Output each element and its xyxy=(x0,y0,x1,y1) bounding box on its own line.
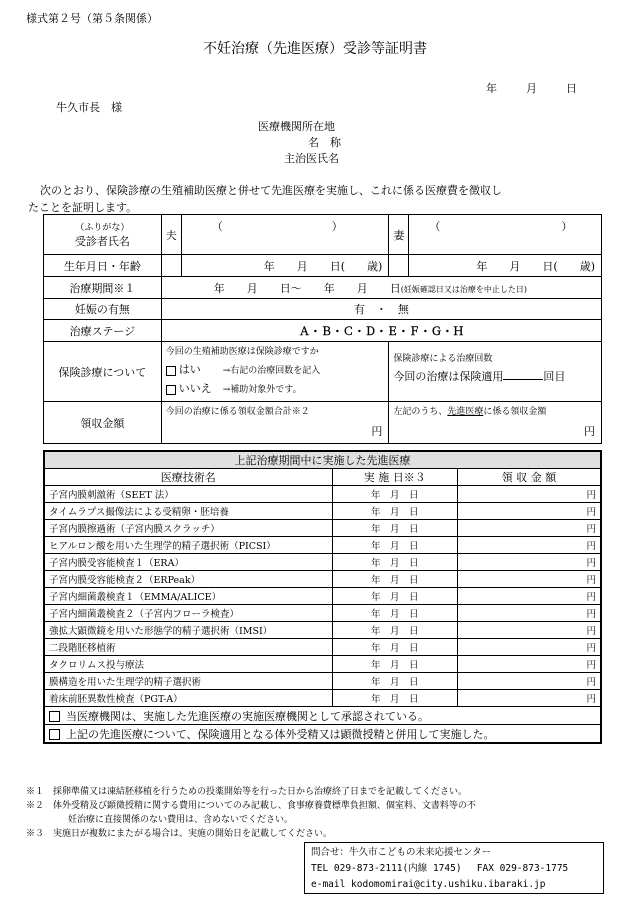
technique-name: 子宮内細菌叢検査２（子宮内フローラ検査） xyxy=(44,605,332,622)
table-row xyxy=(44,503,601,520)
note-2-cont: 妊治療に直接関係のない費用は、含めないでください。 xyxy=(68,815,294,825)
period-field[interactable] xyxy=(161,277,601,299)
date-field[interactable]: 年 月 日 xyxy=(332,639,457,656)
no-note: →補助対象外です。 xyxy=(222,385,302,395)
date-field[interactable]: 年 月 日 xyxy=(332,605,457,622)
husband-name-field[interactable] xyxy=(181,215,389,255)
amount-field[interactable]: 円 xyxy=(457,622,601,639)
count-suffix: 回目 xyxy=(543,370,566,383)
contact-box xyxy=(304,842,604,894)
technique-name: 子宮内膜刺激術（SEET 法） xyxy=(44,486,332,503)
husband-label: 夫 xyxy=(161,215,181,255)
count-prefix: 今回の治療は保険適用 xyxy=(393,370,504,383)
table-row xyxy=(44,537,601,554)
yes-label: はい xyxy=(178,363,201,376)
date-field[interactable]: 年 月 日 xyxy=(332,537,457,554)
insurance-question: 今回の生殖補助医療は保険診療ですか xyxy=(165,347,319,357)
insurance-question-cell xyxy=(161,342,389,402)
amount-field[interactable]: 円 xyxy=(457,537,601,554)
note-3-mark: ※３ xyxy=(26,829,45,839)
amount-field[interactable]: 円 xyxy=(457,571,601,588)
amount-field[interactable]: 円 xyxy=(457,554,601,571)
facility-address-label: 医療機関所在地 xyxy=(258,120,335,133)
period-note: (妊娠確認日又は治療を中止した日) xyxy=(400,284,528,294)
receipt-label: 領収金額 xyxy=(44,402,162,444)
page-title: 不妊治療（先進医療）受診等証明書 xyxy=(203,41,427,57)
advanced-caption: 上記治療期間中に実施した先進医療 xyxy=(44,451,601,469)
patient-name-label-cell xyxy=(44,215,162,255)
count-row xyxy=(393,368,597,386)
amount-field[interactable]: 円 xyxy=(457,639,601,656)
note-2 xyxy=(26,799,476,813)
technique-name: タクロリムス投与療法 xyxy=(44,656,332,673)
receipt-adv-pre: 左記のうち、 xyxy=(393,407,448,417)
note-1-mark: ※１ xyxy=(26,787,45,797)
yes-note: →右記の治療回数を記入 xyxy=(222,366,321,376)
table-row xyxy=(44,486,601,503)
technique-name: 膜構造を用いた生理学的精子選択術 xyxy=(44,673,332,690)
amount-field[interactable]: 円 xyxy=(457,605,601,622)
amount-field[interactable]: 円 xyxy=(457,520,601,537)
no-checkbox[interactable] xyxy=(166,385,176,395)
insurance-count-cell xyxy=(389,342,602,402)
insurance-label: 保険診療について xyxy=(44,342,162,402)
receipt-total-label: 今回の治療に係る領収金額合計※２ xyxy=(165,407,310,417)
combination-checkbox[interactable] xyxy=(49,729,60,740)
pregnancy-label: 妊娠の有無 xyxy=(44,299,162,320)
technique-name: 子宮内膜擦過術（子宮内膜スクラッチ） xyxy=(44,520,332,537)
note-3-text: 実施日が複数にまたがる場合は、実施の開始日を記載してください。 xyxy=(53,829,333,839)
table-row xyxy=(44,656,601,673)
date-field[interactable]: 年 月 日 xyxy=(332,571,457,588)
date-field[interactable]: 年 月 日 xyxy=(332,554,457,571)
technique-name: 子宮内細菌叢検査１（EMMA/ALICE） xyxy=(44,588,332,605)
husband-paren-open: （ xyxy=(211,220,223,233)
count-label: 保険診療による治療回数 xyxy=(393,354,493,364)
check-2-text: 上記の先進医療について、保険適用となる体外受精又は顕微授精と併用して実施した。 xyxy=(66,727,495,741)
stage-field[interactable]: Ａ・Ｂ・Ｃ・Ｄ・Ｅ・Ｆ・Ｇ・Ｈ xyxy=(161,320,601,342)
date-field[interactable]: 年 月 日 xyxy=(332,656,457,673)
col-date-header: 実 施 日※３ xyxy=(332,469,457,486)
intro-line-2: たことを証明します。 xyxy=(28,201,138,214)
advanced-rows xyxy=(44,486,601,707)
table-row xyxy=(44,639,601,656)
receipt-adv-post: に係る領収金額 xyxy=(483,407,547,417)
table-row xyxy=(44,690,601,707)
wife-label: 妻 xyxy=(389,215,409,255)
pregnancy-field[interactable]: 有 ・ 無 xyxy=(161,299,601,320)
technique-name: タイムラプス撮像法による受精卵・胚培養 xyxy=(44,503,332,520)
amount-field[interactable]: 円 xyxy=(457,486,601,503)
table-row xyxy=(44,554,601,571)
receipt-advanced-yen: 円 xyxy=(584,425,595,438)
yes-checkbox[interactable] xyxy=(166,366,176,376)
date-field[interactable]: 年 月 日 xyxy=(332,673,457,690)
technique-name: 二段階胚移植術 xyxy=(44,639,332,656)
date-field[interactable]: 年 月 日 xyxy=(332,486,457,503)
insurance-no-row xyxy=(166,380,385,399)
wife-paren-open: （ xyxy=(429,220,441,233)
table-row xyxy=(44,622,601,639)
date-field[interactable]: 年 月 日 xyxy=(332,690,457,707)
technique-name: 強拡大顕微鏡を用いた形態学的精子選択術（IMSI） xyxy=(44,622,332,639)
advanced-medical-table xyxy=(43,450,602,744)
husband-birth-field[interactable]: 年 月 日( 歳) xyxy=(181,255,389,277)
amount-field[interactable]: 円 xyxy=(457,656,601,673)
approval-checkbox[interactable] xyxy=(49,711,60,722)
stage-label: 治療ステージ xyxy=(44,320,162,342)
amount-field[interactable]: 円 xyxy=(457,673,601,690)
contact-email[interactable]: e-mail kodomomirai@city.ushiku.ibaraki.jp xyxy=(311,879,546,890)
husband-spacer xyxy=(161,255,181,277)
patient-info-table xyxy=(43,214,602,444)
col-amount-header: 領 収 金 額 xyxy=(457,469,601,486)
table-row xyxy=(44,520,601,537)
notes xyxy=(26,785,476,841)
amount-field[interactable]: 円 xyxy=(457,503,601,520)
date-month: 月 xyxy=(526,82,537,95)
wife-name-field[interactable] xyxy=(409,215,602,255)
amount-field[interactable]: 円 xyxy=(457,690,601,707)
table-row xyxy=(44,571,601,588)
check-row-1 xyxy=(44,707,601,725)
check-1-text: 当医療機関は、実施した先進医療の実施医療機関として承認されている。 xyxy=(66,709,429,723)
table-row xyxy=(44,673,601,690)
no-label: いいえ xyxy=(178,382,212,395)
table-row xyxy=(44,588,601,605)
count-field[interactable] xyxy=(503,369,543,380)
intro-line-1: 次のとおり、保険診療の生殖補助医療と併せて先進医療を実施し、これに係る医療費を徴収し xyxy=(40,184,502,197)
receipt-total-cell[interactable] xyxy=(161,402,389,444)
date-day: 日 xyxy=(566,82,577,95)
wife-spacer xyxy=(389,255,409,277)
note-2-text-a: 体外受精及び顕微授精に関する費用についてのみ記載し、食事療養費標準負担額、個室料、文書料等の不 xyxy=(53,801,476,811)
husband-paren-close: ） xyxy=(331,220,343,233)
period-value: 年 月 日～ 年 月 日 xyxy=(213,281,401,295)
technique-name: 子宮内膜受容能検査１（ERA） xyxy=(44,554,332,571)
wife-paren-close: ） xyxy=(561,220,573,233)
receipt-total-yen: 円 xyxy=(371,425,383,438)
furigana-label: （ふりがな） xyxy=(75,223,130,233)
technique-name: 着床前胚異数性検査（PGT-A） xyxy=(44,690,332,707)
form-number: 様式第２号（第５条関係） xyxy=(26,12,158,25)
receipt-advanced-label xyxy=(393,404,597,417)
addressee: 牛久市長 様 xyxy=(56,101,122,114)
check-row-2 xyxy=(44,725,601,744)
period-label: 治療期間※１ xyxy=(44,277,162,299)
note-3 xyxy=(26,827,476,841)
date-field[interactable]: 年 月 日 xyxy=(332,622,457,639)
birth-label: 生年月日・年齢 xyxy=(44,255,162,277)
col-name-header: 医療技術名 xyxy=(44,469,332,486)
table-row xyxy=(44,605,601,622)
date-field[interactable]: 年 月 日 xyxy=(332,503,457,520)
amount-field[interactable]: 円 xyxy=(457,588,601,605)
date-year: 年 xyxy=(486,82,497,95)
insurance-yes-row xyxy=(166,361,385,380)
note-1-text: 採卵準備又は凍結胚移植を行うための投薬開始等を行った日から治療終了日までを記載してください。 xyxy=(53,787,468,797)
receipt-adv-link: 先進医療 xyxy=(447,407,484,417)
contact-line-1: 問合せ：牛久市こどもの未来応援センター xyxy=(311,847,492,858)
receipt-advanced-cell[interactable] xyxy=(389,402,602,444)
date-field[interactable]: 年 月 日 xyxy=(332,520,457,537)
technique-name: ヒアルロン酸を用いた生理学的精子選択術（PICSI） xyxy=(44,537,332,554)
note-2-mark: ※２ xyxy=(26,801,45,811)
doctor-name-label: 主治医氏名 xyxy=(284,152,339,165)
date-field[interactable]: 年 月 日 xyxy=(332,588,457,605)
contact-line-2: TEL 029-873-2111(内線 1745) FAX 029-873-1775 xyxy=(311,863,569,874)
technique-name: 子宮内膜受容能検査２（ERPeak） xyxy=(44,571,332,588)
facility-name-label: 名 称 xyxy=(308,136,341,149)
wife-birth-field[interactable]: 年 月 日( 歳) xyxy=(409,255,602,277)
note-1 xyxy=(26,785,476,799)
patient-name-label: 受診者氏名 xyxy=(74,235,130,248)
